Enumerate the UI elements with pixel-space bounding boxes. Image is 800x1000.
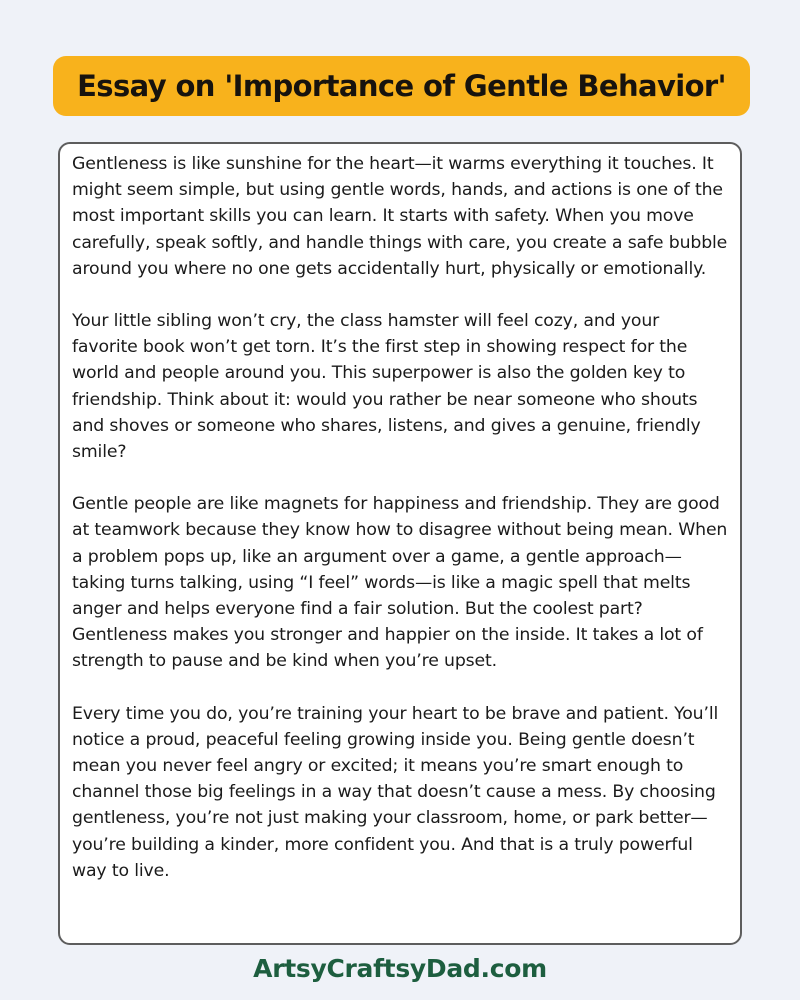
essay-paragraph-1: Gentleness is like sunshine for the heart—it warms everything it touches. It might seem simple, but using gentle words, hands, and actions is one of the most important skills you can learn. It starts with safety. When you move carefully, speak softly, and handle things with care, you create a safe bubble around you where no one gets accidentally hurt, physically or emotionally. bbox=[72, 154, 728, 279]
essay-paragraph-4: Every time you do, you’re training your heart to be brave and patient. You’ll notice a proud, peaceful feeling growing inside you. Being gentle doesn’t mean you never feel angry or excited; it means you’re smart enough to channel those big feelings in a way that doesn’t cause a mess. By choosing gentleness, you’re not just making your classroom, home, or park better—you’re building a kinder, more confident you. And that is a truly powerful way to live. bbox=[72, 703, 719, 881]
page-title: Essay on 'Importance of Gentle Behavior' bbox=[77, 69, 726, 103]
title-banner bbox=[53, 56, 750, 116]
footer-brand: ArtsyCraftsyDad.com bbox=[253, 954, 547, 983]
essay-card bbox=[58, 142, 742, 945]
essay-paragraph-3: Gentle people are like magnets for happiness and friendship. They are good at teamwork because they know how to disagree without being mean. When a problem pops up, like an argument over a game, a gentle approach—taking turns talking, using “I feel” words—is like a magic spell that melts anger and helps everyone find a fair solution. But the coolest part? Gentleness makes you stronger and happier on the inside. It takes a lot of strength to pause and be kind when you’re upset. bbox=[72, 494, 728, 672]
essay-paragraph-2: Your little sibling won’t cry, the class hamster will feel cozy, and your favorite book won’t get torn. It’s the first step in showing respect for the world and people around you. This superpower is also the golden key to friendship. Think about it: would you rather be near someone who shouts and shoves or someone who shares, listens, and gives a genuine, friendly smile? bbox=[72, 311, 701, 463]
